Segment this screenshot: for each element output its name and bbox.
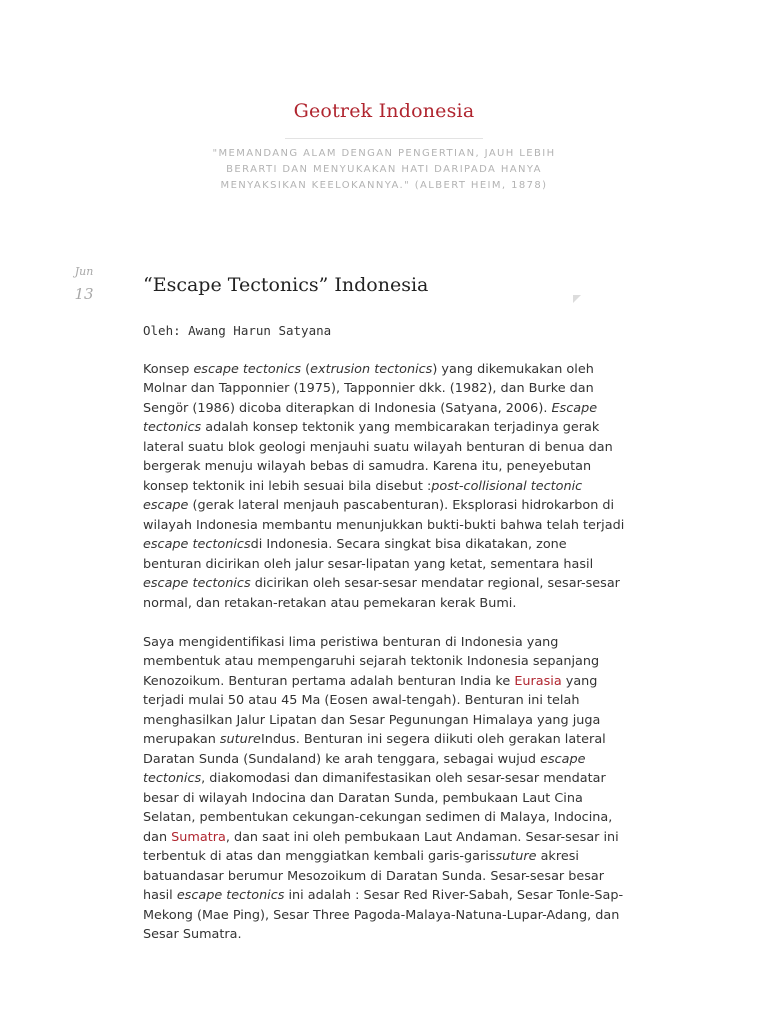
italic-term: escape tectonics (143, 751, 586, 786)
text-span: Indus. Benturan ini segera diikuti oleh gerakan lateral Daratan Sunda (Sundaland) ke arah tenggara, sebagai wujud (143, 732, 606, 767)
italic-term: post-collisional tectonic escape (143, 478, 583, 513)
text-span: akresi batuandasar berumur Mesozoikum di Daratan Sunda. Sesar-sesar besar hasil (143, 849, 605, 903)
italic-term: extrusion tectonics (310, 361, 433, 377)
text-span: dicirikan oleh sesar-sesar mendatar regional, sesar-sesar normal, dan retakan-retakan atau pemekaran kerak Bumi. (143, 576, 620, 611)
italic-term: escape tectonics (176, 888, 285, 903)
text-span: di Indonesia. Secara singkat bisa dikatakan, zone benturan dicirikan oleh jalur sesar-lipatan yang ketat, sementara hasil (143, 537, 594, 572)
italic-term: escape tectonics (143, 576, 251, 591)
text-span: ini adalah : Sesar Red River-Sabah, Sesar Tonle-Sap-Mekong (Mae Ping), Sesar Three Pagoda-Malaya-Natuna-Lupar-Adang, dan Sesar Sumatra. (143, 888, 624, 942)
italic-term: suture (495, 849, 537, 864)
site-tagline: "MEMANDANG ALAM DENGAN PENGERTIAN, JAUH LEBIH BERARTI DAN MENYUKAKAN HATI DARIPADA HANYA MENYAKSIKAN KEELOKANNYA." (ALBERT HEIM, 1878) (212, 148, 556, 191)
post-byline: Oleh: Awang Harun Satyana (143, 323, 332, 338)
italic-term: suture (219, 732, 261, 747)
post-date (72, 265, 96, 303)
italic-term: Escape tectonics (143, 400, 598, 435)
text-span: , diakomodasi dan dimanifestasikan oleh sesar-sesar mendatar besar di wilayah Indocina dan Daratan Sunda, pembukaan Laut Cina Selatan, pembentukan cekungan-cekungan sedimen di Malaya, Indocina, dan (143, 771, 613, 845)
post-date-month: Jun (74, 265, 94, 278)
site-header (0, 100, 768, 194)
italic-term: escape tectonics (143, 537, 251, 552)
text-span: adalah konsep tektonik yang membicarakan terjadinya gerak lateral suatu blok geologi menjauhi suatu wilayah benturan di benua dan bergerak menuju wilayah bebas di samudra. Karena itu, peneyebutan konsep tektonik ini lebih sesuai bila disebut : (143, 420, 613, 494)
post-date-day: 13 (74, 285, 94, 303)
post-article (143, 271, 629, 945)
post-paragraph-2 (143, 633, 629, 945)
text-span: , dan saat ini oleh pembukaan Laut Andaman. Sesar-sesar ini terbentuk di atas dan menggiatkan kembali garis-garis (143, 829, 619, 864)
post-paragraph-1 (143, 360, 629, 614)
text-span: ( (301, 361, 311, 377)
link-eurasia[interactable]: Eurasia (514, 673, 562, 689)
text-span: yang terjadi mulai 50 atau 45 Ma (Eosen awal-tengah). Benturan ini telah menghasilkan Jalur Lipatan dan Sesar Pegunungan Himalaya yang juga merupakan (143, 673, 601, 747)
text-span: Konsep (143, 361, 194, 377)
site-title-link[interactable]: Geotrek Indonesia (293, 100, 475, 122)
italic-term: escape tectonics (193, 361, 302, 377)
link-sumatra[interactable]: Sumatra (171, 829, 226, 845)
text-span: ) yang dikemukakan oleh Molnar dan Tapponnier (1975), Tapponnier dkk. (1982), dan Burke dan Sengör (1986) dicoba diterapkan di Indonesia (Satyana, 2006). (143, 361, 594, 416)
post-title[interactable]: “Escape Tectonics” Indonesia (143, 274, 429, 296)
text-span: (gerak lateral menjauh pascabenturan). Eksplorasi hidrokarbon di wilayah Indonesia membantu menunjukkan bukti-bukti bahwa telah terjadi (143, 498, 625, 533)
title-divider (285, 138, 483, 139)
text-span: Saya mengidentifikasi lima peristiwa benturan di Indonesia yang membentuk atau mempengaruhi sejarah tektonik Indonesia sepanjang Kenozoikum. Benturan pertama adalah benturan India ke (143, 634, 600, 689)
